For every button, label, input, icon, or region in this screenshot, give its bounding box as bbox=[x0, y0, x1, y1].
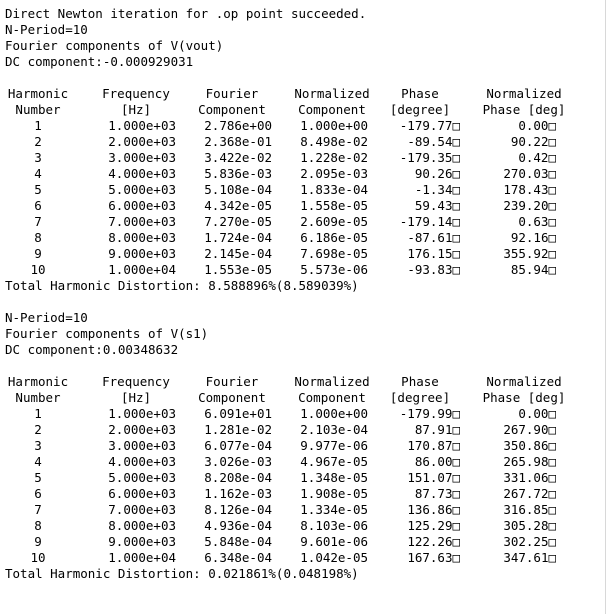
col-subheader-number: Number bbox=[15, 390, 61, 405]
thd-line: Total Harmonic Distortion: 8.588896%(8.589039%) bbox=[5, 278, 359, 293]
cell-fourier: 8.208e-04 bbox=[204, 470, 272, 485]
cell-normalized: 6.186e-05 bbox=[300, 230, 368, 245]
cell-harmonic-number: 10 bbox=[30, 262, 46, 277]
cell-harmonic-number: 9 bbox=[34, 534, 42, 549]
cell-normalized: 1.558e-05 bbox=[300, 198, 368, 213]
col-subheader-hz: [Hz] bbox=[120, 102, 152, 117]
cell-frequency: 9.000e+03 bbox=[108, 246, 176, 261]
cell-norm-phase: 0.42□ bbox=[518, 150, 556, 165]
cell-normalized: 9.977e-06 bbox=[300, 438, 368, 453]
cell-phase: -1.34□ bbox=[414, 182, 460, 197]
cell-norm-phase: 90.22□ bbox=[510, 134, 556, 149]
cell-fourier: 5.108e-04 bbox=[204, 182, 272, 197]
cell-phase: 125.29□ bbox=[407, 518, 460, 533]
cell-phase: 176.15□ bbox=[407, 246, 460, 261]
cell-normalized: 1.833e-04 bbox=[300, 182, 368, 197]
cell-fourier: 5.836e-03 bbox=[204, 166, 272, 181]
cell-phase: -93.83□ bbox=[407, 262, 460, 277]
cell-frequency: 4.000e+03 bbox=[108, 454, 176, 469]
col-subheader-component2: Component bbox=[298, 390, 366, 405]
nperiod-line: N-Period=10 bbox=[5, 310, 88, 325]
cell-harmonic-number: 4 bbox=[34, 454, 42, 469]
col-subheader-component: Component bbox=[198, 390, 266, 405]
cell-fourier: 3.026e-03 bbox=[204, 454, 272, 469]
cell-harmonic-number: 5 bbox=[34, 182, 42, 197]
cell-normalized: 1.348e-05 bbox=[300, 470, 368, 485]
cell-frequency: 6.000e+03 bbox=[108, 198, 176, 213]
col-header-fourier: Fourier bbox=[205, 86, 259, 101]
cell-frequency: 3.000e+03 bbox=[108, 150, 176, 165]
cell-phase: -89.54□ bbox=[407, 134, 460, 149]
cell-norm-phase: 270.03□ bbox=[503, 166, 556, 181]
cell-normalized: 1.000e+00 bbox=[300, 118, 368, 133]
cell-norm-phase: 305.28□ bbox=[503, 518, 556, 533]
cell-norm-phase: 265.98□ bbox=[503, 454, 556, 469]
cell-harmonic-number: 3 bbox=[34, 150, 42, 165]
cell-frequency: 1.000e+04 bbox=[108, 550, 176, 565]
cell-normalized: 9.601e-06 bbox=[300, 534, 368, 549]
cell-phase: 59.43□ bbox=[414, 198, 460, 213]
cell-phase: 122.26□ bbox=[407, 534, 460, 549]
cell-frequency: 4.000e+03 bbox=[108, 166, 176, 181]
fourier-title-line: Fourier components of V(vout) bbox=[5, 38, 224, 53]
col-header-harmonic: Harmonic bbox=[7, 374, 69, 389]
cell-fourier: 8.126e-04 bbox=[204, 502, 272, 517]
cell-fourier: 5.848e-04 bbox=[204, 534, 272, 549]
cell-frequency: 3.000e+03 bbox=[108, 438, 176, 453]
cell-frequency: 9.000e+03 bbox=[108, 534, 176, 549]
cell-normalized: 1.042e-05 bbox=[300, 550, 368, 565]
cell-phase: 86.00□ bbox=[414, 454, 460, 469]
col-subheader-component: Component bbox=[198, 102, 266, 117]
cell-normalized: 1.228e-02 bbox=[300, 150, 368, 165]
cell-normalized: 1.000e+00 bbox=[300, 406, 368, 421]
cell-frequency: 5.000e+03 bbox=[108, 470, 176, 485]
cell-norm-phase: 0.63□ bbox=[518, 214, 556, 229]
cell-frequency: 6.000e+03 bbox=[108, 486, 176, 501]
cell-fourier: 4.936e-04 bbox=[204, 518, 272, 533]
col-subheader-phase-deg: Phase [deg] bbox=[482, 102, 566, 117]
col-header-fourier: Fourier bbox=[205, 374, 259, 389]
cell-phase: -179.99□ bbox=[399, 406, 460, 421]
dc-component-line: DC component:-0.000929031 bbox=[5, 54, 194, 69]
cell-norm-phase: 316.85□ bbox=[503, 502, 556, 517]
cell-norm-phase: 85.94□ bbox=[510, 262, 556, 277]
cell-phase: 87.91□ bbox=[414, 422, 460, 437]
cell-fourier: 2.145e-04 bbox=[204, 246, 272, 261]
cell-phase: 90.26□ bbox=[414, 166, 460, 181]
cell-phase: -179.77□ bbox=[399, 118, 460, 133]
cell-harmonic-number: 3 bbox=[34, 438, 42, 453]
col-subheader-degree: [degree] bbox=[389, 390, 451, 405]
cell-fourier: 6.348e-04 bbox=[204, 550, 272, 565]
cell-harmonic-number: 1 bbox=[34, 406, 42, 421]
cell-norm-phase: 0.00□ bbox=[518, 118, 556, 133]
cell-normalized: 2.103e-04 bbox=[300, 422, 368, 437]
cell-normalized: 1.334e-05 bbox=[300, 502, 368, 517]
cell-frequency: 8.000e+03 bbox=[108, 518, 176, 533]
cell-norm-phase: 267.90□ bbox=[503, 422, 556, 437]
col-header-harmonic: Harmonic bbox=[7, 86, 69, 101]
col-header-frequency: Frequency bbox=[102, 374, 170, 389]
cell-normalized: 8.103e-06 bbox=[300, 518, 368, 533]
cell-norm-phase: 331.06□ bbox=[503, 470, 556, 485]
cell-harmonic-number: 7 bbox=[34, 214, 42, 229]
cell-norm-phase: 302.25□ bbox=[503, 534, 556, 549]
cell-frequency: 7.000e+03 bbox=[108, 502, 176, 517]
cell-phase: 151.07□ bbox=[407, 470, 460, 485]
cell-frequency: 1.000e+04 bbox=[108, 262, 176, 277]
cell-fourier: 3.422e-02 bbox=[204, 150, 272, 165]
cell-phase: 170.87□ bbox=[407, 438, 460, 453]
cell-harmonic-number: 2 bbox=[34, 134, 42, 149]
cell-frequency: 2.000e+03 bbox=[108, 422, 176, 437]
cell-fourier: 4.342e-05 bbox=[204, 198, 272, 213]
col-subheader-component2: Component bbox=[298, 102, 366, 117]
col-header-normalized: Normalized bbox=[294, 374, 370, 389]
cell-frequency: 7.000e+03 bbox=[108, 214, 176, 229]
col-header-phase: Phase bbox=[401, 86, 439, 101]
cell-phase: 136.86□ bbox=[407, 502, 460, 517]
cell-phase: 87.73□ bbox=[414, 486, 460, 501]
col-subheader-phase-deg: Phase [deg] bbox=[482, 390, 566, 405]
cell-harmonic-number: 8 bbox=[34, 230, 42, 245]
cell-fourier: 1.553e-05 bbox=[204, 262, 272, 277]
cell-frequency: 1.000e+03 bbox=[108, 118, 176, 133]
cell-normalized: 7.698e-05 bbox=[300, 246, 368, 261]
cell-harmonic-number: 10 bbox=[30, 550, 46, 565]
cell-normalized: 2.609e-05 bbox=[300, 214, 368, 229]
cell-norm-phase: 178.43□ bbox=[503, 182, 556, 197]
cell-harmonic-number: 4 bbox=[34, 166, 42, 181]
col-header-phase: Phase bbox=[401, 374, 439, 389]
cell-norm-phase: 239.20□ bbox=[503, 198, 556, 213]
cell-phase: 167.63□ bbox=[407, 550, 460, 565]
cell-fourier: 6.077e-04 bbox=[204, 438, 272, 453]
cell-normalized: 2.095e-03 bbox=[300, 166, 368, 181]
nperiod-line: N-Period=10 bbox=[5, 22, 88, 37]
col-subheader-degree: [degree] bbox=[389, 102, 451, 117]
cell-frequency: 5.000e+03 bbox=[108, 182, 176, 197]
cell-norm-phase: 355.92□ bbox=[503, 246, 556, 261]
cell-norm-phase: 347.61□ bbox=[503, 550, 556, 565]
cell-harmonic-number: 5 bbox=[34, 470, 42, 485]
col-header-norm-phase: Normalized bbox=[486, 374, 562, 389]
thd-line: Total Harmonic Distortion: 0.021861%(0.048198%) bbox=[5, 566, 359, 581]
cell-fourier: 1.281e-02 bbox=[204, 422, 272, 437]
col-header-norm-phase: Normalized bbox=[486, 86, 562, 101]
cell-fourier: 6.091e+01 bbox=[204, 406, 272, 421]
cell-phase: -179.35□ bbox=[399, 150, 460, 165]
cell-phase: -87.61□ bbox=[407, 230, 460, 245]
cell-frequency: 8.000e+03 bbox=[108, 230, 176, 245]
cell-normalized: 4.967e-05 bbox=[300, 454, 368, 469]
dc-component-line: DC component:0.00348632 bbox=[5, 342, 179, 357]
cell-fourier: 2.786e+00 bbox=[204, 118, 272, 133]
cell-frequency: 1.000e+03 bbox=[108, 406, 176, 421]
col-header-frequency: Frequency bbox=[102, 86, 170, 101]
fourier-title-line: Fourier components of V(s1) bbox=[5, 326, 209, 341]
cell-phase: -179.14□ bbox=[399, 214, 460, 229]
cell-harmonic-number: 8 bbox=[34, 518, 42, 533]
cell-harmonic-number: 6 bbox=[34, 486, 42, 501]
cell-normalized: 8.498e-02 bbox=[300, 134, 368, 149]
cell-normalized: 5.573e-06 bbox=[300, 262, 368, 277]
cell-frequency: 2.000e+03 bbox=[108, 134, 176, 149]
col-header-normalized: Normalized bbox=[294, 86, 370, 101]
cell-norm-phase: 350.86□ bbox=[503, 438, 556, 453]
cell-normalized: 1.908e-05 bbox=[300, 486, 368, 501]
col-subheader-number: Number bbox=[15, 102, 61, 117]
cell-norm-phase: 267.72□ bbox=[503, 486, 556, 501]
cell-fourier: 7.270e-05 bbox=[204, 214, 272, 229]
cell-fourier: 2.368e-01 bbox=[204, 134, 272, 149]
cell-fourier: 1.162e-03 bbox=[204, 486, 272, 501]
cell-harmonic-number: 2 bbox=[34, 422, 42, 437]
cell-fourier: 1.724e-04 bbox=[204, 230, 272, 245]
cell-norm-phase: 92.16□ bbox=[510, 230, 556, 245]
col-subheader-hz: [Hz] bbox=[120, 390, 152, 405]
cell-norm-phase: 0.00□ bbox=[518, 406, 556, 421]
cell-harmonic-number: 6 bbox=[34, 198, 42, 213]
cell-harmonic-number: 7 bbox=[34, 502, 42, 517]
op-point-status-line: Direct Newton iteration for .op point succeeded. bbox=[5, 6, 367, 21]
cell-harmonic-number: 1 bbox=[34, 118, 42, 133]
cell-harmonic-number: 9 bbox=[34, 246, 42, 261]
